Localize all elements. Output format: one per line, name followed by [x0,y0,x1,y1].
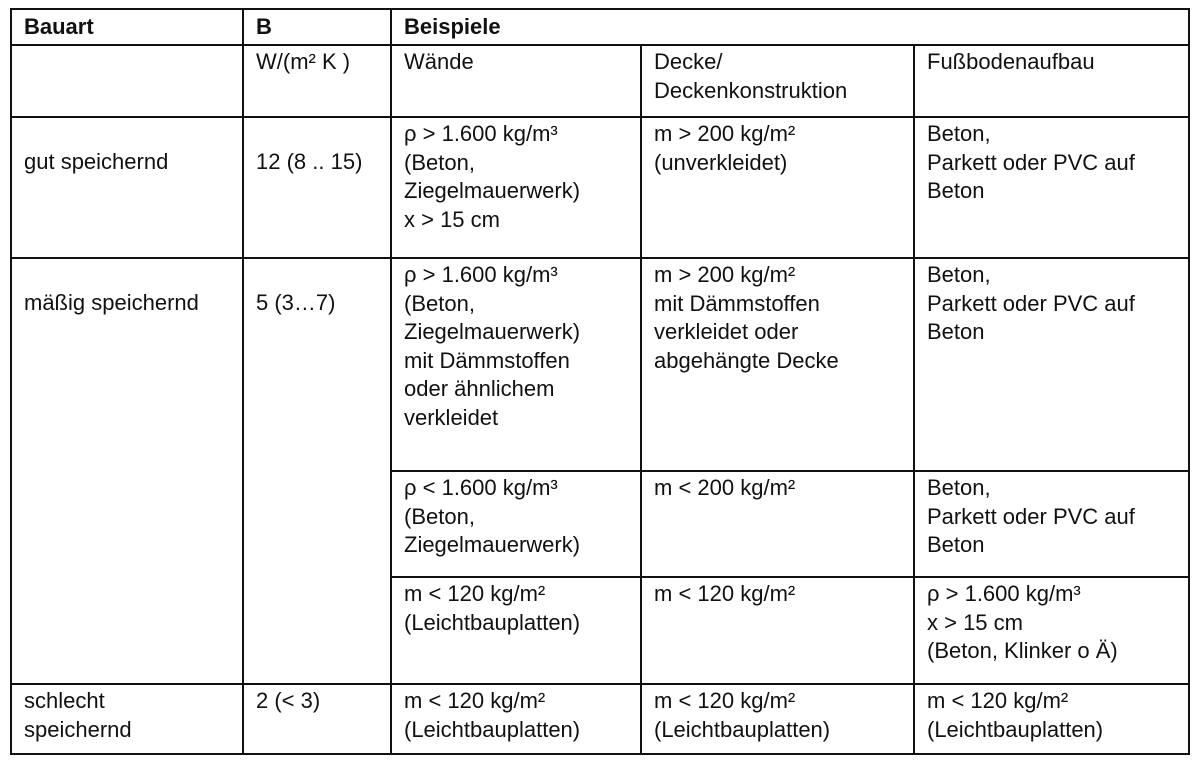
storage-class-table [10,8,1190,755]
header-b: B [243,9,391,45]
subheader-row [11,45,1189,117]
table-row [11,258,1189,471]
row-maessig-2-fussboden: Beton, Parkett oder PVC auf Beton [914,471,1189,577]
table-row [11,684,1189,754]
row-schlecht-decke: m < 120 kg/m² (Leichtbauplatten) [641,684,914,754]
subheader-waende: Wände [391,45,641,117]
subheader-fussboden: Fußbodenaufbau [914,45,1189,117]
row-maessig-2-waende: ρ < 1.600 kg/m³ (Beton, Ziegelmauerwerk) [391,471,641,577]
row-gut-bauart: gut speichernd [11,117,243,258]
row-maessig-1-decke: m > 200 kg/m² mit Dämmstoffen verkleidet oder abgehängte Decke [641,258,914,471]
row-schlecht-fussboden: m < 120 kg/m² (Leichtbauplatten) [914,684,1189,754]
row-gut-waende: ρ > 1.600 kg/m³ (Beton, Ziegelmauerwerk) x > 15 cm [391,117,641,258]
subheader-bauart-empty [11,45,243,117]
row-maessig-3-waende: m < 120 kg/m² (Leichtbauplatten) [391,577,641,684]
row-maessig-2-decke: m < 200 kg/m² [641,471,914,577]
header-bauart: Bauart [11,9,243,45]
row-gut-fussboden: Beton, Parkett oder PVC auf Beton [914,117,1189,258]
row-gut-decke: m > 200 kg/m² (unverkleidet) [641,117,914,258]
subheader-b-unit: W/(m² K ) [243,45,391,117]
row-maessig-b: 5 (3…7) [243,258,391,684]
row-maessig-1-waende: ρ > 1.600 kg/m³ (Beton, Ziegelmauerwerk) mit Dämmstoffen oder ähnlichem verkleidet [391,258,641,471]
row-maessig-3-fussboden: ρ > 1.600 kg/m³ x > 15 cm (Beton, Klinker o Ä) [914,577,1189,684]
header-row [11,9,1189,45]
row-maessig-3-decke: m < 120 kg/m² [641,577,914,684]
row-schlecht-waende: m < 120 kg/m² (Leichtbauplatten) [391,684,641,754]
row-maessig-1-fussboden: Beton, Parkett oder PVC auf Beton [914,258,1189,471]
table-row [11,117,1189,258]
storage-class-table-container [10,8,1188,755]
row-gut-b: 12 (8 .. 15) [243,117,391,258]
header-beispiele: Beispiele [391,9,1189,45]
row-maessig-bauart: mäßig speichernd [11,258,243,684]
subheader-decke: Decke/ Deckenkonstruktion [641,45,914,117]
row-schlecht-bauart: schlecht speichernd [11,684,243,754]
row-schlecht-b: 2 (< 3) [243,684,391,754]
